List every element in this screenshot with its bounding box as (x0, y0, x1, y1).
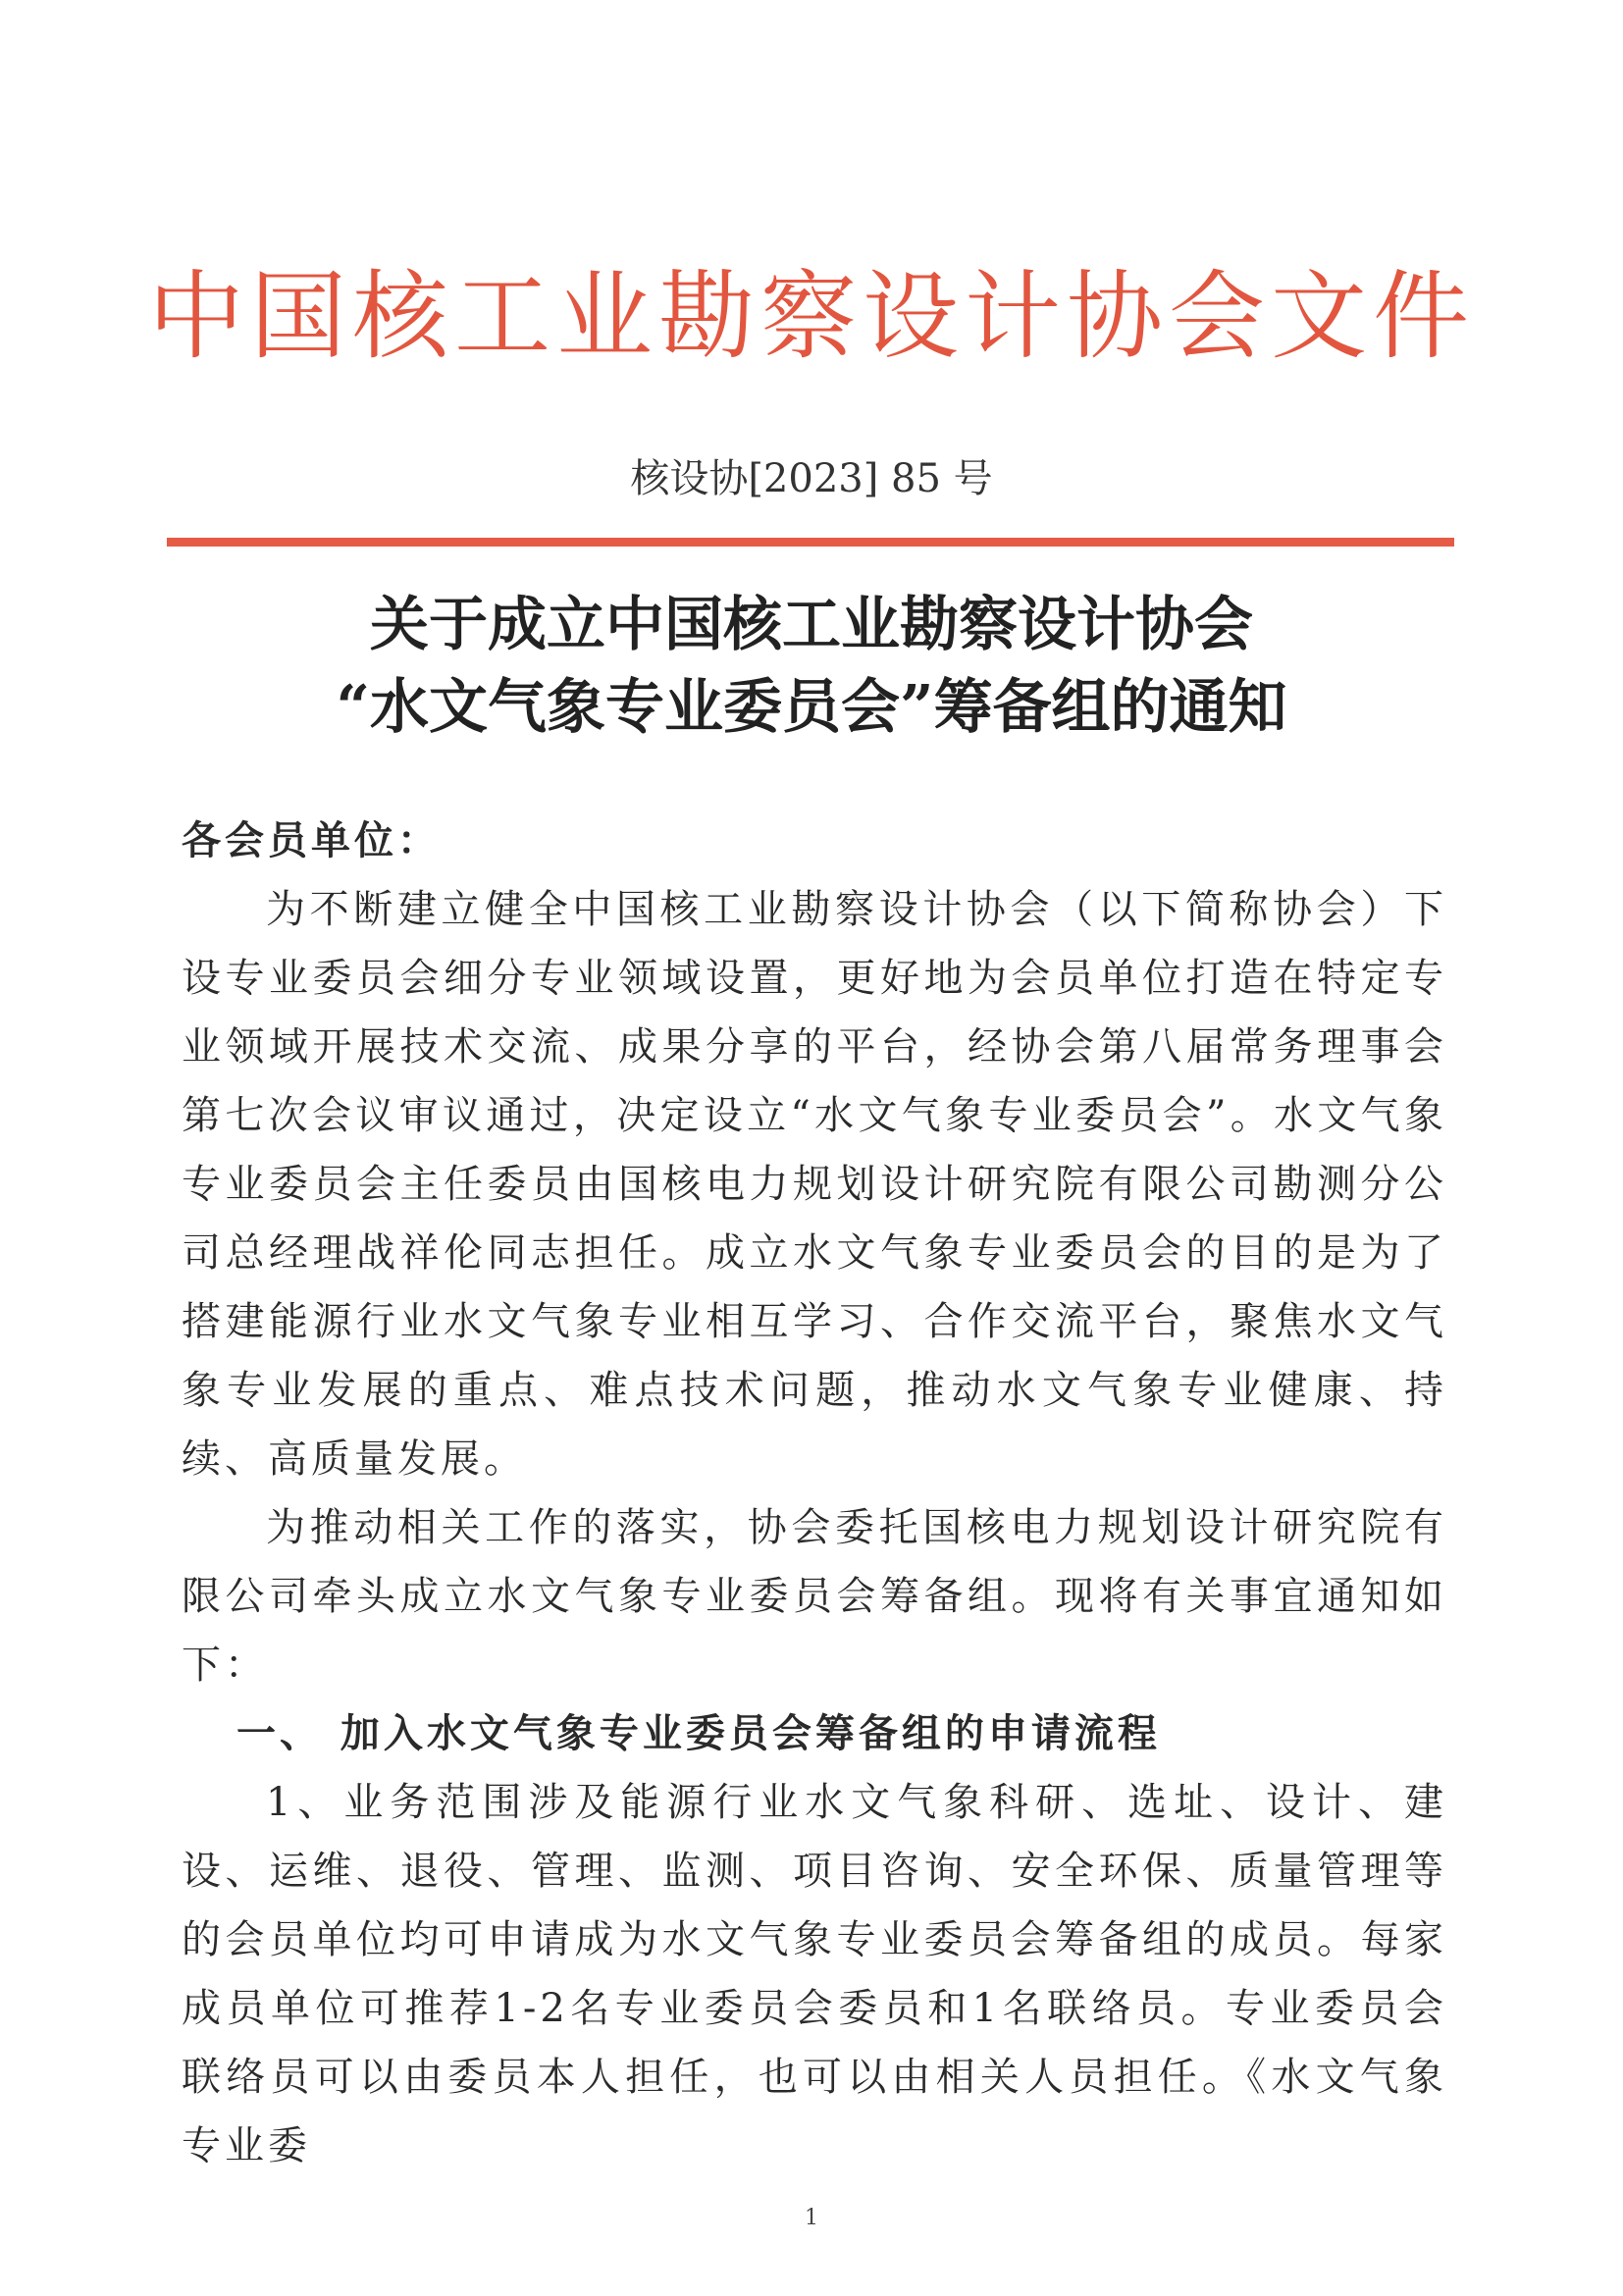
notice-title-line-1: 关于成立中国核工业勘察设计协会 (370, 591, 1253, 659)
page-number: 1 (805, 2206, 818, 2230)
notice-title-line-2: “水文气象专业委员会”筹备组的通知 (336, 673, 1287, 742)
notice-body (182, 807, 1447, 2180)
list-item: 1、业务范围涉及能源行业水文气象科研、选址、设计、建设、运维、退役、管理、监测、项目咨询、安全环保、质量管理等的会员单位均可申请成为水文气象专业委员会筹备组的成员。每家成员单位可推荐1-2名专业委员会委员和1名联络员。专业委员会联络员可以由委员本人担任，也可以由相关人员担任。《水文气象专业委 (182, 1780, 1447, 2168)
organization-masthead: 中国核工业勘察设计协会文件 (147, 261, 1475, 373)
red-divider-line (167, 538, 1454, 547)
body-paragraph: 为推动相关工作的落实，协会委托国核电力规划设计研究院有限公司牵头成立水文气象专业委员会筹备组。现将有关事宜通知如下： (182, 1505, 1447, 1688)
section-heading: 一、 加入水文气象专业委员会筹备组的申请流程 (236, 1711, 1161, 1756)
document-number: 核设协[2023] 85 号 (630, 456, 993, 501)
salutation: 各会员单位： (182, 818, 441, 863)
notice-title (0, 584, 1623, 749)
body-paragraph: 为不断建立健全中国核工业勘察设计协会（以下简称协会）下设专业委员会细分专业领域设置，更好地为会员单位打造在特定专业领域开展技术交流、成果分享的平台，经协会第八届常务理事会第七次会议审议通过，决定设立“水文气象专业委员会”。水文气象专业委员会主任委员由国核电力规划设计研究院有限公司勘测分公司总经理战祥伦同志担任。成立水文气象专业委员会的目的是为了搭建能源行业水文气象专业相互学习、合作交流平台，聚焦水文气象专业发展的重点、难点技术问题，推动水文气象专业健康、持续、高质量发展。 (182, 887, 1447, 1482)
